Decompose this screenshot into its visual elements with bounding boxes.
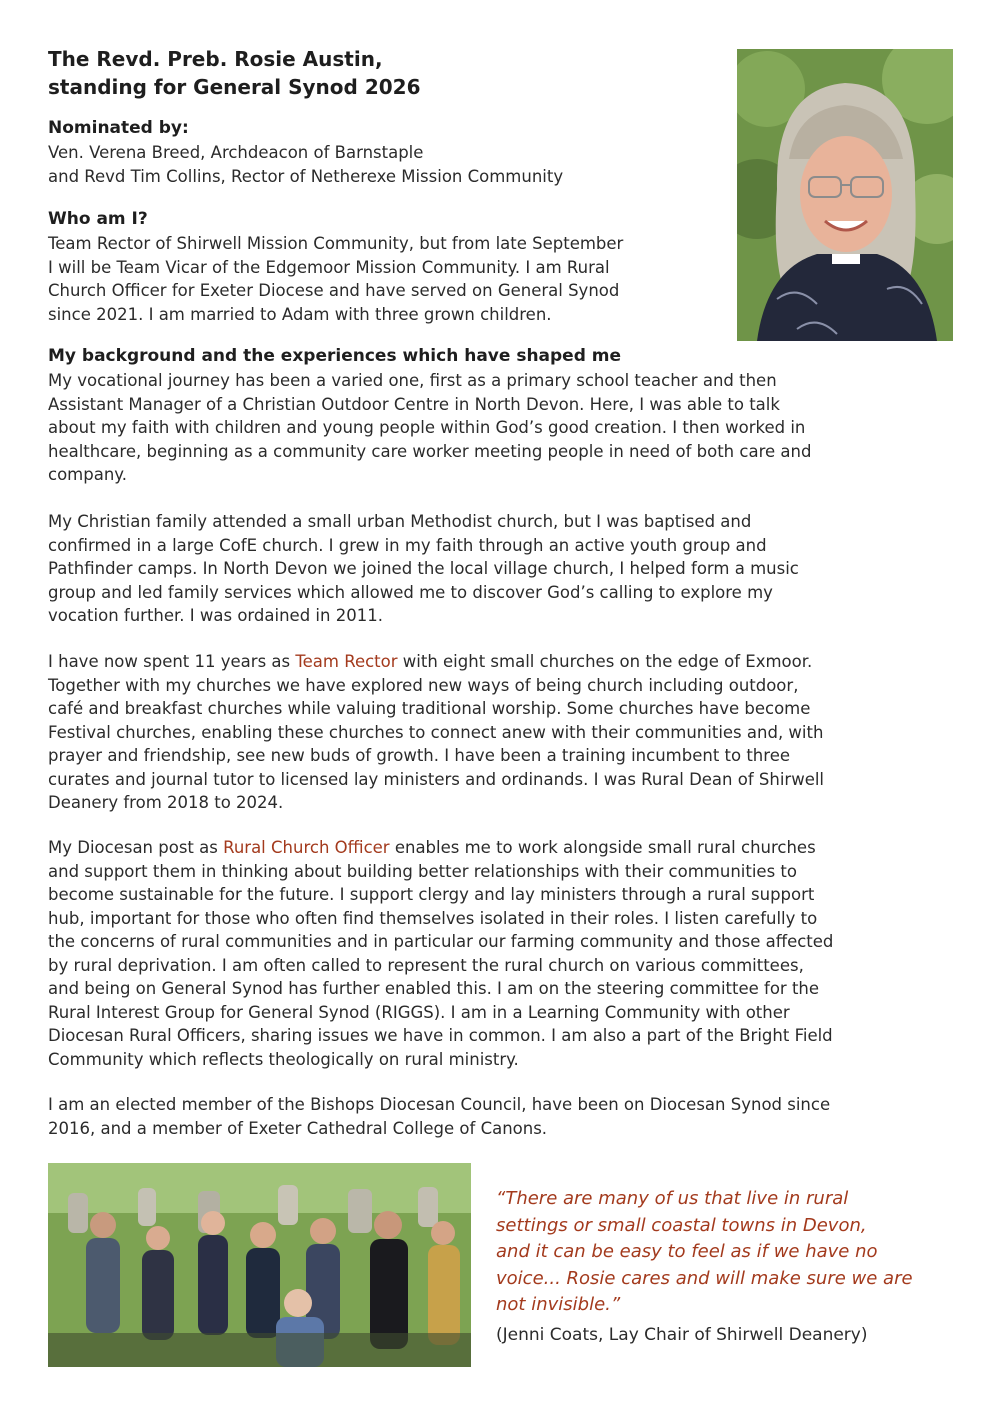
endorsement-quote bbox=[496, 1186, 956, 1319]
churchyard-group-photo bbox=[48, 1163, 471, 1367]
quote-line: not invisible.” bbox=[496, 1294, 621, 1315]
text-span: enables me to work alongside small rural churches bbox=[389, 838, 816, 857]
candidate-subtitle: standing for General Synod 2026 bbox=[48, 75, 421, 99]
text-line: vocation further. I was ordained in 2011. bbox=[48, 606, 383, 625]
quote-attribution: (Jenni Coats, Lay Chair of Shirwell Deanery) bbox=[496, 1325, 868, 1345]
nominator-line: and Revd Tim Collins, Rector of Netherexe Mission Community bbox=[48, 166, 564, 186]
text-line: Community which reflects theologically on rural ministry. bbox=[48, 1049, 519, 1069]
who-am-i-heading: Who am I? bbox=[48, 209, 148, 229]
text-line: company. bbox=[48, 465, 127, 484]
background-paragraph-1 bbox=[48, 369, 953, 487]
text-line: group and led family services which allowed me to discover God’s calling to explore my bbox=[48, 582, 773, 602]
text-line bbox=[48, 650, 953, 674]
text-line: hub, important for those who often find themselves isolated in their roles. I listen carefully to bbox=[48, 908, 818, 928]
who-am-i-text bbox=[48, 232, 623, 326]
nomination-list bbox=[48, 141, 563, 188]
text-line: and support them in thinking about building better relationships with their communities to bbox=[48, 861, 797, 881]
portrait-photo bbox=[737, 49, 953, 341]
text-line: Team Rector of Shirwell Mission Community, but from late September bbox=[48, 234, 624, 253]
text-line: café and breakfast churches while valuing traditional worship. Some churches have become bbox=[48, 699, 811, 718]
candidate-name: The Revd. Preb. Rosie Austin, bbox=[48, 47, 383, 71]
text-line bbox=[48, 836, 953, 860]
text-line: Festival churches, enabling these churches to connect anew with their communities and, with bbox=[48, 722, 824, 742]
text-line: curates and journal tutor to licensed lay ministers and ordinands. I was Rural Dean of Shirwell bbox=[48, 769, 825, 789]
text-span: My Diocesan post as bbox=[48, 838, 224, 857]
background-heading: My background and the experiences which have shaped me bbox=[48, 346, 622, 366]
text-line: Deanery from 2018 to 2024. bbox=[48, 793, 284, 812]
text-line: I will be Team Vicar of the Edgemoor Mission Community. I am Rural bbox=[48, 257, 610, 277]
text-line: Diocesan Rural Officers, sharing issues we have in common. I am also a part of the Bright Field bbox=[48, 1026, 833, 1045]
background-paragraph-2 bbox=[48, 510, 953, 628]
quote-line: voice... Rosie cares and will make sure we are bbox=[496, 1267, 913, 1289]
text-line: since 2021. I am married to Adam with three grown children. bbox=[48, 304, 552, 324]
text-span: with eight small churches on the edge of Exmoor. bbox=[397, 652, 813, 671]
text-line: Assistant Manager of a Christian Outdoor Centre in North Devon. Here, I was able to talk bbox=[48, 394, 780, 414]
text-line: I am an elected member of the Bishops Diocesan Council, have been on Diocesan Synod since bbox=[48, 1095, 831, 1114]
text-line: Church Officer for Exeter Diocese and have served on General Synod bbox=[48, 281, 620, 300]
text-line: confirmed in a large CofE church. I grew in my faith through an active youth group and bbox=[48, 535, 767, 555]
text-line: prayer and friendship, see new buds of growth. I have been a training incumbent to three bbox=[48, 746, 790, 765]
text-line: My vocational journey has been a varied one, first as a primary school teacher and then bbox=[48, 371, 777, 390]
text-line: My Christian family attended a small urban Methodist church, but I was baptised and bbox=[48, 512, 752, 531]
text-line: about my faith with children and young people within God’s good creation. I then worked in bbox=[48, 418, 806, 437]
text-line: and being on General Synod has further enabled this. I am on the steering committee for the bbox=[48, 979, 820, 998]
text-line: the concerns of rural communities and in particular our farming community and those affected bbox=[48, 932, 834, 951]
text-line: by rural deprivation. I am often called to represent the rural church on various committees, bbox=[48, 955, 804, 975]
rural-church-officer-highlight: Rural Church Officer bbox=[223, 838, 390, 857]
text-line: 2016, and a member of Exeter Cathedral College of Canons. bbox=[48, 1118, 548, 1138]
quote-line: settings or small coastal towns in Devon, bbox=[496, 1214, 867, 1236]
background-paragraph-4 bbox=[48, 836, 953, 1071]
text-span: I have now spent 11 years as bbox=[48, 652, 296, 671]
text-line: Together with my churches we have explored new ways of being church including outdoor, bbox=[48, 675, 799, 695]
text-line: healthcare, beginning as a community care worker meeting people in need of both care and bbox=[48, 441, 812, 461]
text-line: Rural Interest Group for General Synod (RIGGS). I am in a Learning Community with other bbox=[48, 1002, 790, 1022]
text-line: Pathfinder camps. In North Devon we joined the local village church, I helped form a music bbox=[48, 559, 799, 578]
team-rector-highlight: Team Rector bbox=[295, 652, 398, 671]
quote-line: “There are many of us that live in rural bbox=[496, 1188, 849, 1209]
background-paragraph-5 bbox=[48, 1093, 953, 1140]
nominator-line: Ven. Verena Breed, Archdeacon of Barnstaple bbox=[48, 143, 424, 162]
background-paragraph-3 bbox=[48, 650, 953, 815]
nomination-heading: Nominated by: bbox=[48, 118, 189, 138]
text-line: become sustainable for the future. I support clergy and lay ministers through a rural support bbox=[48, 885, 815, 904]
quote-line: and it can be easy to feel as if we have no bbox=[496, 1241, 878, 1262]
